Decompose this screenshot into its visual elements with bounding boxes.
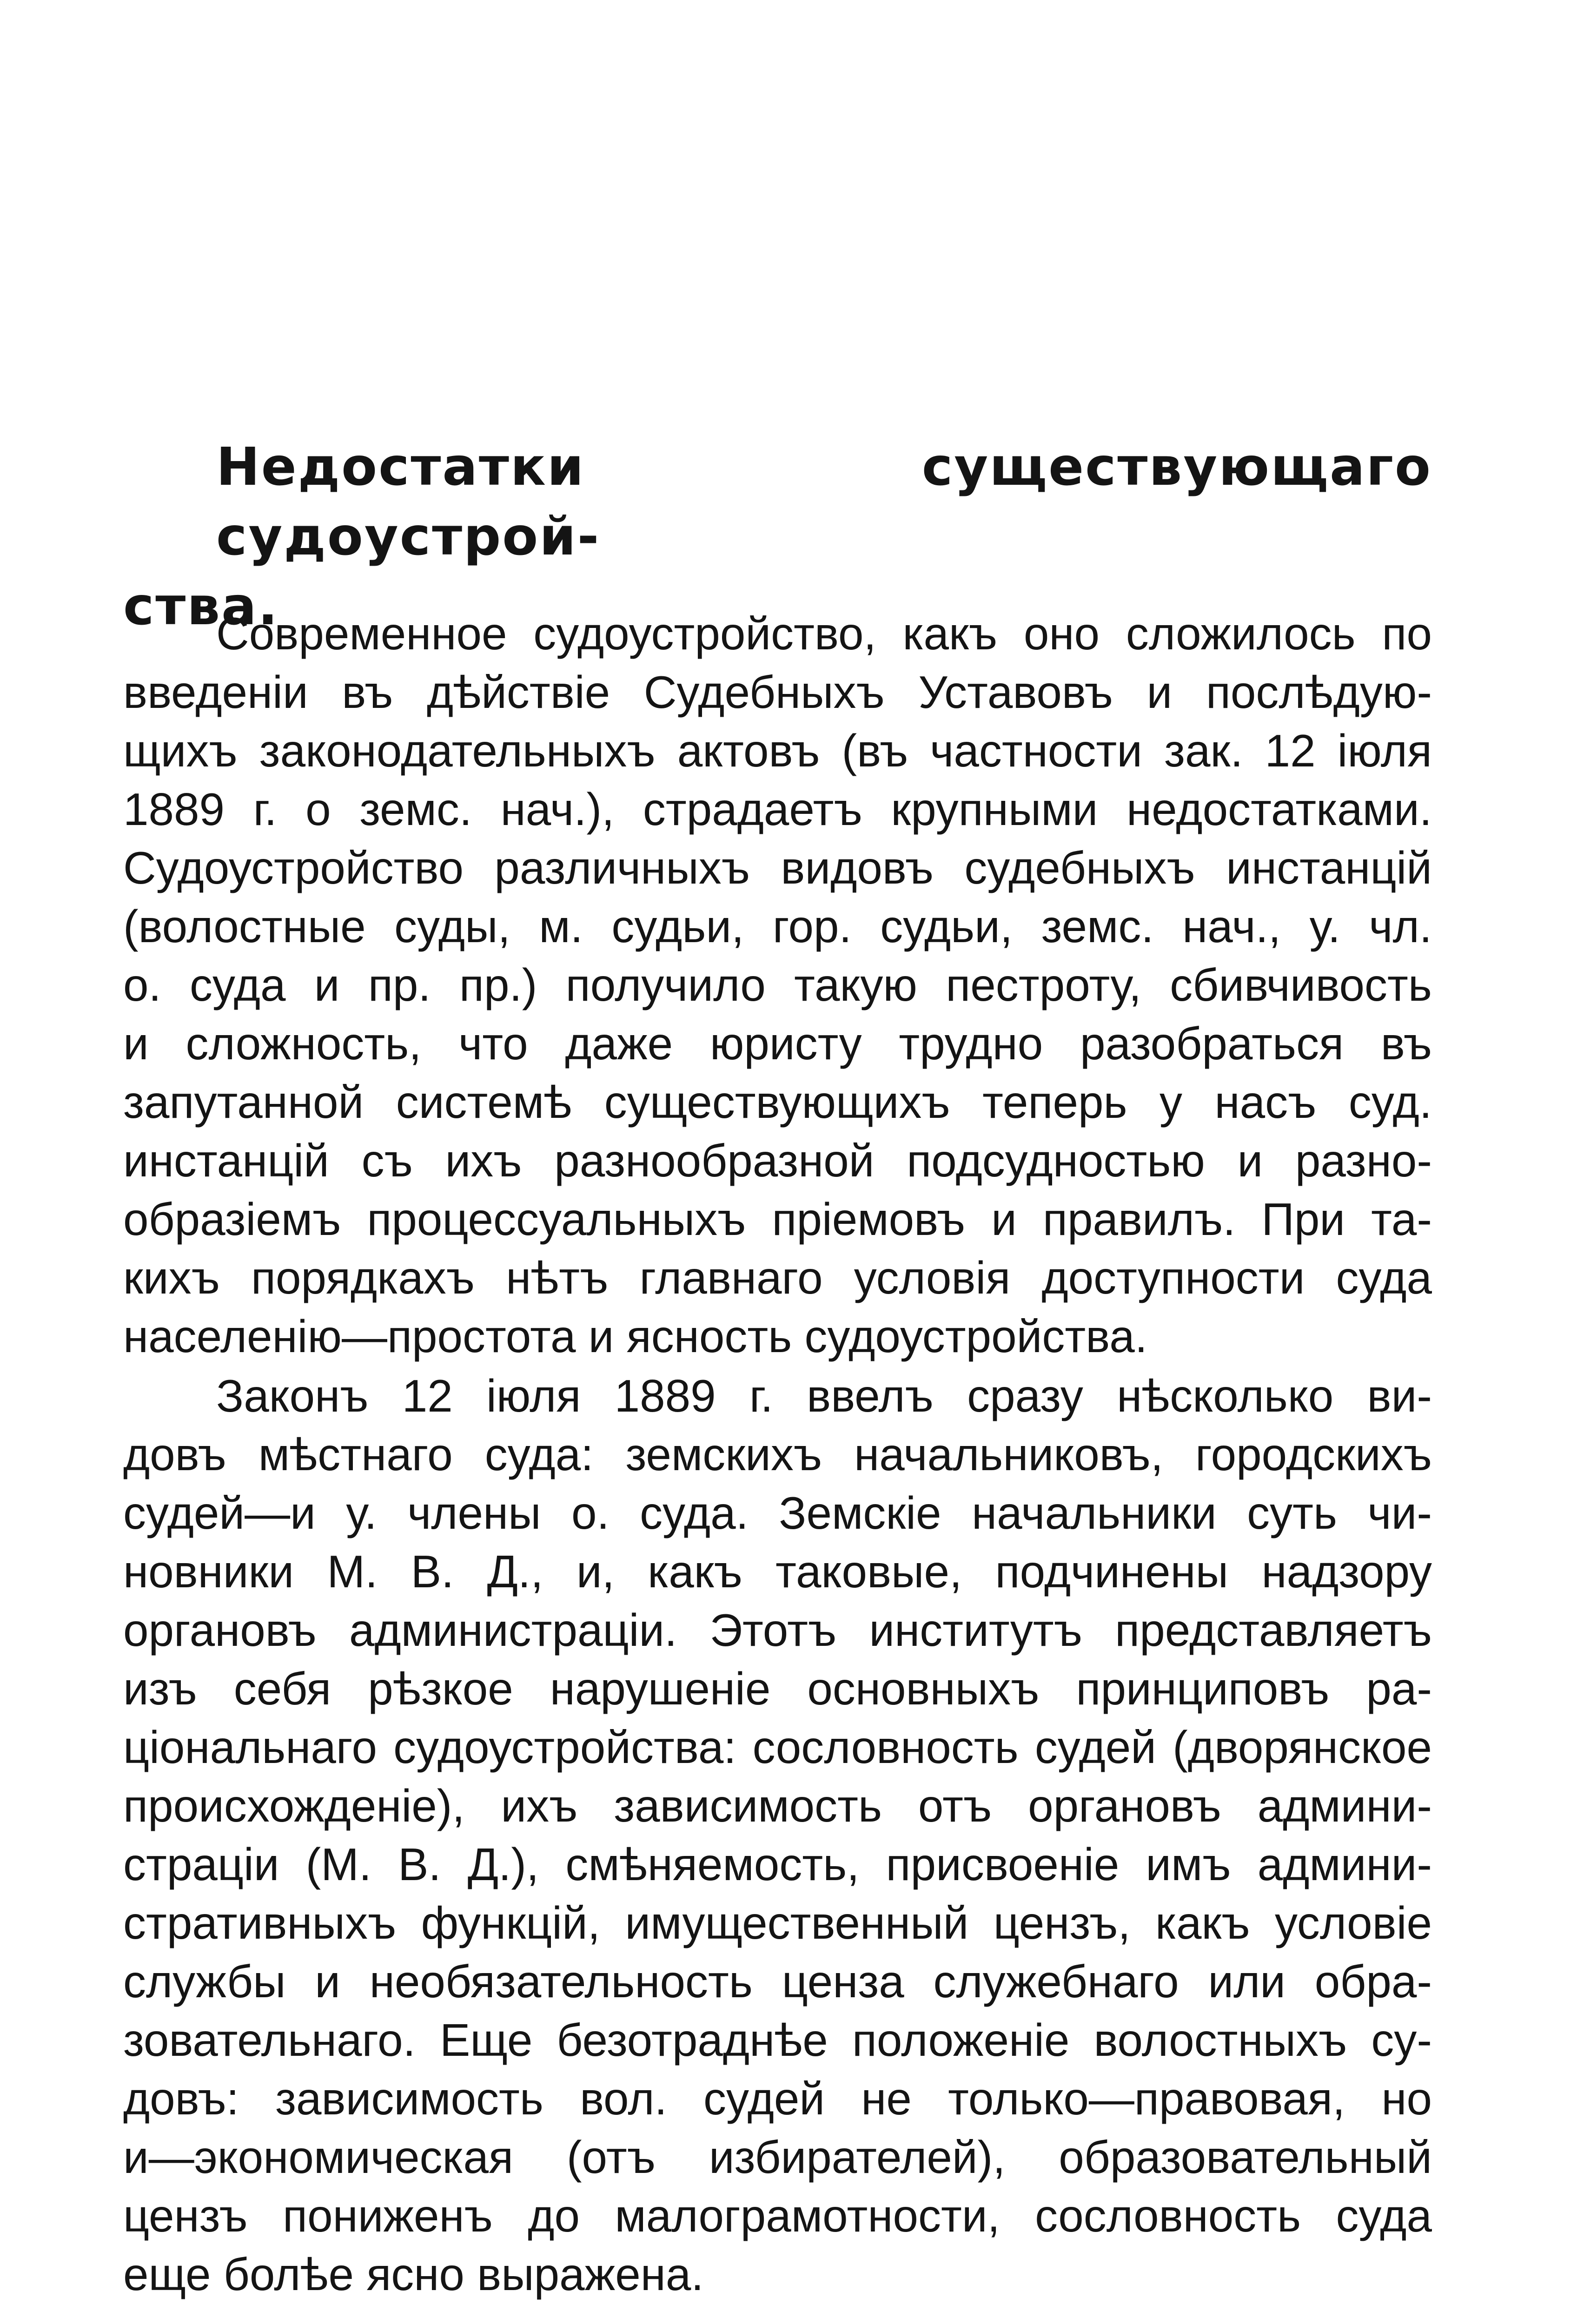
text-line: службы и необязательность ценза служебнаго или обра- xyxy=(123,1956,1432,2007)
heading-line: Недостатки существующаго судоустрой- xyxy=(216,437,1432,567)
text-line: зовательнаго. Еще безотраднѣе положенiе волостныхъ су- xyxy=(123,2014,1432,2066)
text-line: изъ себя рѣзкое нарушенiе основныхъ принциповъ ра- xyxy=(123,1663,1432,1714)
text-line: образiемъ процессуальныхъ прiемовъ и правилъ. При та- xyxy=(123,1194,1432,1245)
text-line: запутанной системѣ существующихъ теперь у насъ суд. xyxy=(123,1076,1432,1128)
text-line: введенiи въ дѣйствiе Судебныхъ Уставовъ и послѣдую- xyxy=(123,667,1432,718)
paragraph xyxy=(123,604,1432,1366)
text-line: и—экономическая (отъ избирателей), образовательный xyxy=(123,2132,1432,2183)
text-line: инстанцiй съ ихъ разнообразной подсудностью и разно- xyxy=(123,1135,1432,1186)
text-line: довъ: зависимость вол. судей не только—правовая, но xyxy=(123,2073,1432,2124)
text-line: Современное судоустройство, какъ оно сложилось по xyxy=(216,608,1432,659)
text-line: Законъ 12 iюля 1889 г. ввелъ сразу нѣсколько ви- xyxy=(216,1370,1432,1421)
text-line: стративныхъ функцiй, имущественный цензъ, какъ условiе xyxy=(123,1897,1432,1948)
text-line: еще болѣе ясно выражена. xyxy=(123,2249,704,2300)
paragraph xyxy=(123,1367,1432,2304)
text-line: новники М. В. Д., и, какъ таковые, подчинены надзору xyxy=(123,1546,1432,1597)
text-line: (волостные суды, м. судьи, гор. судьи, земс. нач., у. чл. xyxy=(123,901,1432,952)
text-line: и сложность, что даже юристу трудно разобраться въ xyxy=(123,1018,1432,1069)
body-text xyxy=(123,604,1432,2304)
text-line: цiональнаго судоустройства: сословность судей (дворянское xyxy=(123,1722,1432,1773)
text-line: щихъ законодательныхъ актовъ (въ частности зак. 12 iюля xyxy=(123,725,1432,776)
text-line: судей—и у. члены о. суда. Земскiе начальники суть чи- xyxy=(123,1487,1432,1538)
text-line: кихъ порядкахъ нѣтъ главнаго условiя доступности суда xyxy=(123,1252,1432,1303)
text-line: органовъ администрацiи. Этотъ институтъ представляетъ xyxy=(123,1604,1432,1656)
text-line: цензъ пониженъ до малограмотности, сословность суда xyxy=(123,2190,1432,2241)
text-line: населенiю—простота и ясность судоустройства. xyxy=(123,1311,1147,1362)
text-line: страцiи (М. В. Д.), смѣняемость, присвоенiе имъ админи- xyxy=(123,1839,1432,1890)
text-line: довъ мѣстнаго суда: земскихъ начальниковъ, городскихъ xyxy=(123,1429,1432,1480)
text-line: происхожденiе), ихъ зависимость отъ органовъ админи- xyxy=(123,1780,1432,1831)
text-line: 1889 г. о земс. нач.), страдаетъ крупными недостатками. xyxy=(123,784,1432,835)
heading-line: ства. xyxy=(123,576,279,637)
text-line: о. суда и пр. пр.) получило такую пестроту, сбивчивость xyxy=(123,959,1432,1010)
text-line: Судоустройство различныхъ видовъ судебныхъ инстанцiй xyxy=(123,842,1432,893)
